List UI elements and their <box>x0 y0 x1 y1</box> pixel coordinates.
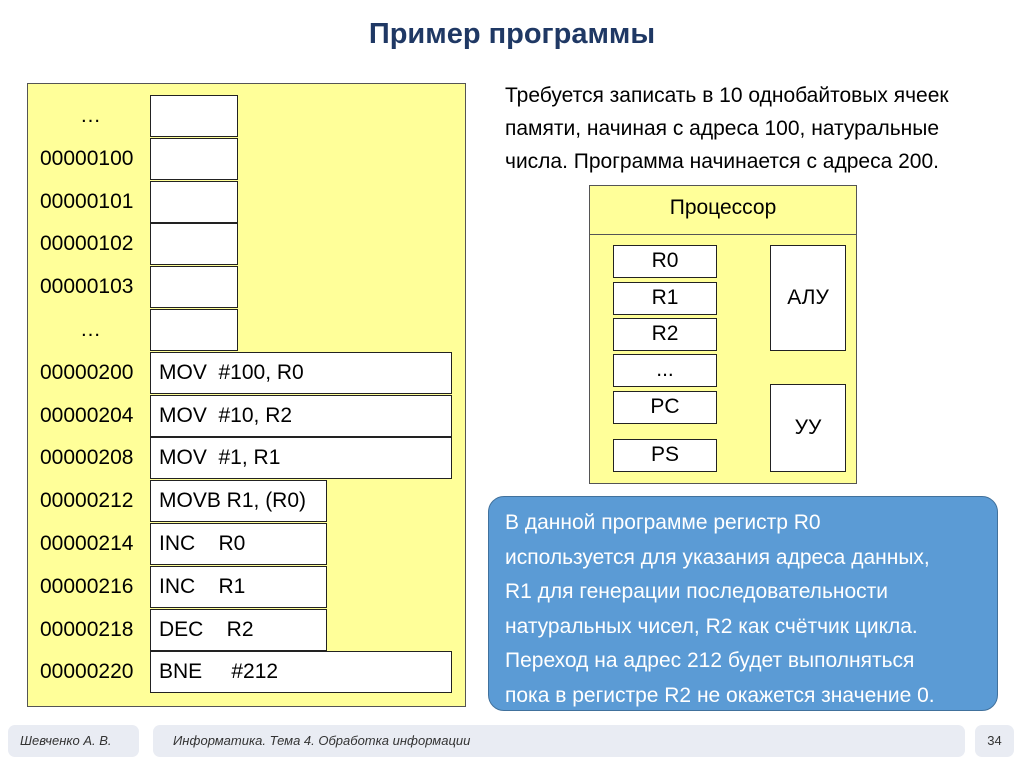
memory-address: 00000208 <box>40 446 134 470</box>
task-line: Требуется записать в 10 однобайтовых ячеек <box>505 84 949 107</box>
footer-page-number <box>975 725 1014 757</box>
task-description <box>505 79 1005 178</box>
instruction-cell: MOV #1, R1 <box>150 437 452 479</box>
memory-cell <box>150 266 238 308</box>
memory-address: 00000101 <box>40 189 134 213</box>
processor-title: Процессор <box>669 196 777 219</box>
instruction-cell: INC R1 <box>150 566 327 608</box>
footer-author <box>8 725 139 757</box>
register-r1: R1 <box>613 282 717 315</box>
memory-address: 00000212 <box>40 489 134 513</box>
footer-author-text: Шевченко А. В. <box>20 733 112 748</box>
note-line: используется для указания адреса данных, <box>505 545 930 569</box>
memory-cell <box>150 309 238 351</box>
instruction-cell: DEC R2 <box>150 609 327 651</box>
memory-address: 00000103 <box>40 275 134 299</box>
task-line: числа. Программа начинается с адреса 200. <box>505 150 939 173</box>
memory-cell <box>150 138 238 180</box>
memory-address: 00000102 <box>40 232 134 256</box>
memory-cell <box>150 181 238 223</box>
register-pc: PC <box>613 391 717 424</box>
note-line: пока в регистре R2 не окажется значение 0. <box>505 683 935 707</box>
register-ps: PS <box>613 439 717 472</box>
memory-address: 00000220 <box>40 660 134 684</box>
memory-cell <box>150 95 238 137</box>
alu-block: АЛУ <box>770 245 846 351</box>
memory-address: 00000216 <box>40 574 134 598</box>
register-r2: R2 <box>613 318 717 351</box>
register-r0: R0 <box>613 245 717 278</box>
memory-cell <box>150 223 238 265</box>
control-unit-block: УУ <box>770 384 846 472</box>
memory-address: 00000200 <box>40 360 134 384</box>
memory-address: 00000218 <box>40 617 134 641</box>
instruction-cell: MOVB R1, (R0) <box>150 480 327 522</box>
page-number: 34 <box>987 733 1002 748</box>
instruction-cell: MOV #10, R2 <box>150 395 452 437</box>
memory-address: … <box>80 318 101 341</box>
instruction-cell: INC R0 <box>150 523 327 565</box>
note-line: R1 для генерации последовательности <box>505 580 889 603</box>
note-line: В данной программе регистр R0 <box>505 511 821 534</box>
footer-course-text: Информатика. Тема 4. Обработка информации <box>173 733 471 748</box>
page-title: Пример программы <box>368 18 656 50</box>
memory-address: … <box>80 104 101 127</box>
memory-address: 00000204 <box>40 403 134 427</box>
footer-course <box>153 725 965 757</box>
task-line: памяти, начиная с адреса 100, натуральные <box>505 117 940 140</box>
note-line: Переход на адрес 212 будет выполняться <box>505 649 915 672</box>
note-line: натуральных чисел, R2 как счётчик цикла. <box>505 614 918 638</box>
processor-divider <box>589 234 857 235</box>
register-ellipsis: ... <box>613 354 717 387</box>
memory-address: 00000214 <box>40 532 134 555</box>
explanation-note <box>488 496 998 711</box>
instruction-cell: BNE #212 <box>150 651 452 693</box>
memory-address: 00000100 <box>40 146 134 170</box>
instruction-cell: MOV #100, R0 <box>150 352 452 394</box>
